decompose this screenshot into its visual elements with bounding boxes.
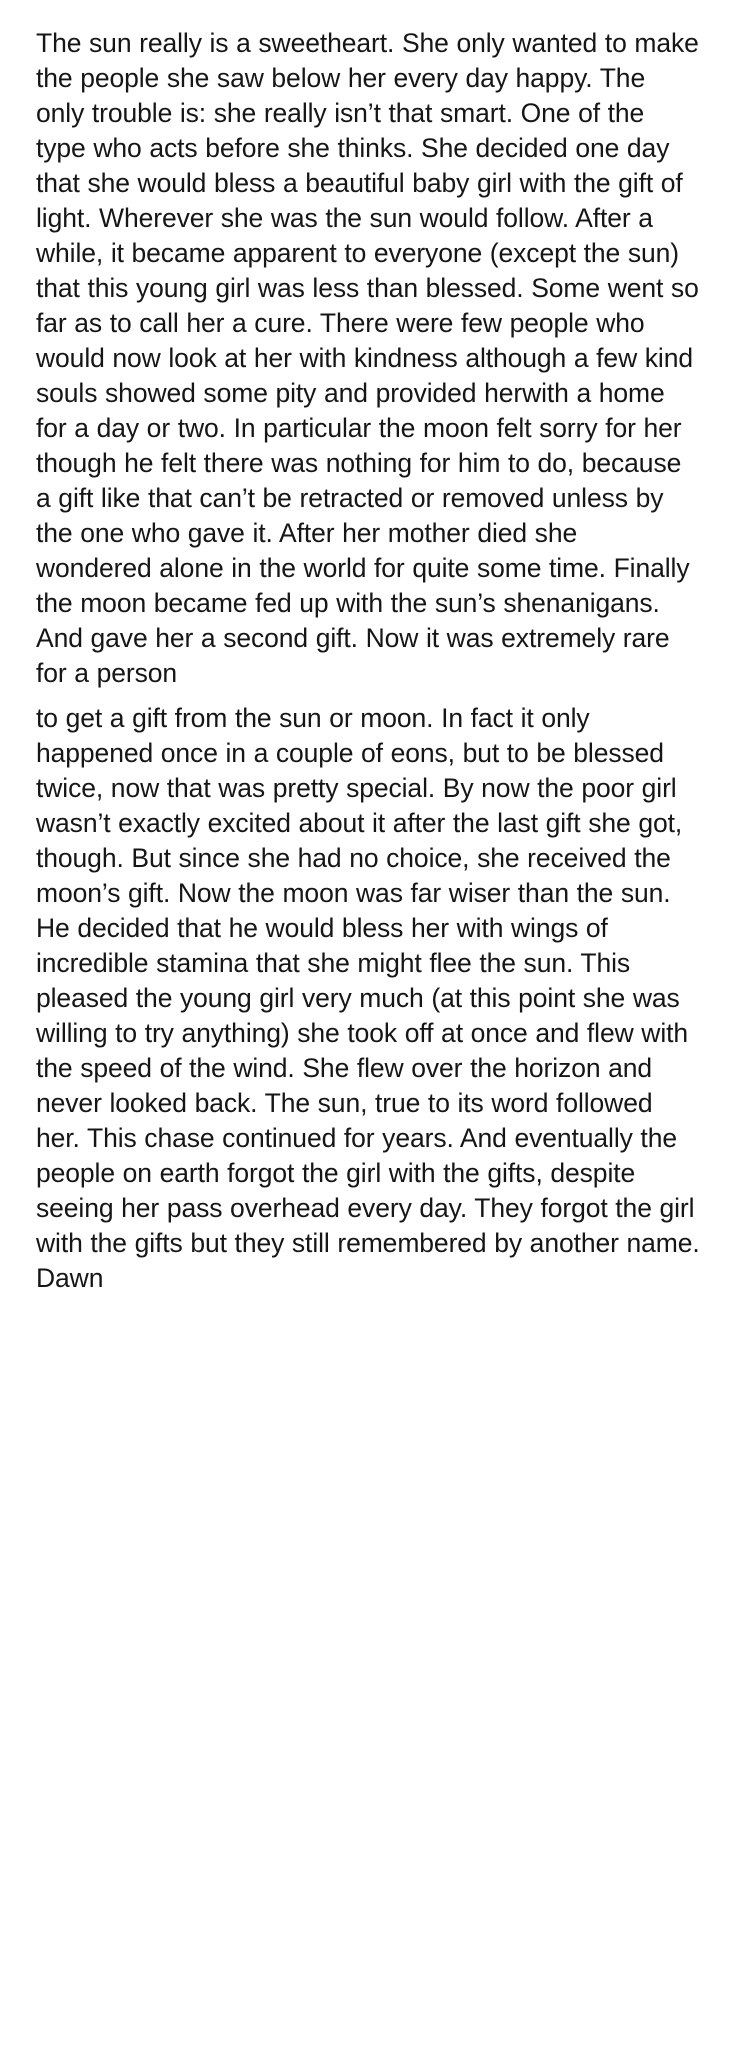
paragraph-1: The sun really is a sweetheart. She only wanted to make the people she saw below her every day happy. The only trouble is: she really isn’t that smart. One of the type who acts before she thinks. She decided one day that she would bless a beautiful baby girl with the gift of light. Wherever she was the sun would follow. After a while, it became apparent to everyone (except the sun) that this young girl was less than blessed. Some went so far as to call her a cure. There were few people who would now look at her with kindness although a few kind souls showed some pity and provided herwith a home for a day or two. In particular the moon felt sorry for her though he felt there was nothing for him to do, because a gift like that can’t be retracted or removed unless by the one who gave it. After her mother died she wondered alone in the world for quite some time. Finally the moon became fed up with the sun’s shenanigans. And gave her a second gift. Now it was extremely rare for a person	[36, 28, 699, 688]
story-text-block	[36, 26, 700, 1296]
paragraph-2: to get a gift from the sun or moon. In fact it only happened once in a couple of eons, but to be blessed twice, now that was pretty special. By now the poor girl wasn’t exactly excited about it after the last gift she got, though. But since she had no choice, she received the moon’s gift. Now the moon was far wiser than the sun. He decided that he would bless her with wings of incredible stamina that she might flee the sun. This pleased the young girl very much (at this point she was willing to try anything) she took off at once and flew with the speed of the wind. She flew over the horizon and never looked back. The sun, true to its word followed her. This chase continued for years. And eventually the people on earth forgot the girl with the gifts, despite seeing her pass overhead every day. They forgot the girl with the gifts but they still remembered by another name. Dawn	[36, 703, 700, 1293]
